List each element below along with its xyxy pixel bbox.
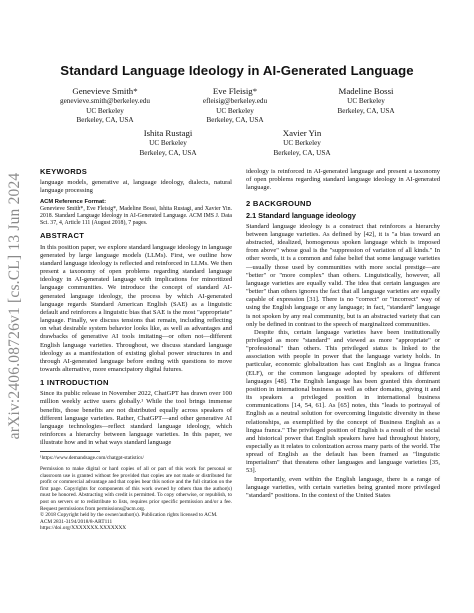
background-paragraph-2: Despite this, certain language varieties have been institutionally privileged as more "standard" and viewed as more "appropriate" or "professional" than others. This privileged status is linked to the association with people in power that the language variety holds. In particular, economic globalization has cast English as a lingua franca (ELF), or the common language adopted by speakers of different languages [48]. The English language has been granted this dominant position in international business as well as other domains, giving it and its speakers a privileged position in international business communications [14, 54, 61]. As [65] notes, this "leads to portrayal of English as a neutral solution for overcoming linguistic diversity in these relationships, as exemplified by the concept of Business English as a lingua franca." The privileged position of English is a result of the social and historical power that English speakers have had throughout history, especially as it relates to colonization across many parts of the world. The spread of English as the default has been framed as "linguistic imperialism" that threatens other languages and language varieties [35, 53]. — [246, 328, 440, 475]
author-location: Berkeley, CA, USA — [273, 148, 331, 157]
author-block — [175, 86, 295, 126]
intro-continued: ideology is reinforced in AI-generated language and present a taxonomy of open problems regarding standard language ideology in AI-generated language. — [246, 168, 440, 192]
permission-notice: Permission to make digital or hard copies of all or part of this work for personal or classroom use is granted without fee provided that copies are not made or distributed for profit or commercial advantage and that copies bear this notice and the full citation on the first page. Copyrights for components of this work owned by others than the author(s) must be honored. Abstracting with credit is permitted. To copy otherwise, or republish, to post on servers or to redistribute to lists, requires prior specific permission and/or a fee. Request permissions from permissions@acm.org. — [40, 465, 232, 512]
introduction-text: Since its public release in November 2022, ChatGPT has drawn over 100 million weekly active users globally.¹ While the tool brings immense benefits, those benefits are not distributed equally across speakers of different language varieties. Rather, ChatGPT—and other generative AI language technologies—reflect standard language ideology, which reinforces a hierarchy between language varieties. In this paper, we illustrate how and in what ways standard language — [40, 390, 232, 447]
acm-reference-heading: ACM Reference Format: — [40, 199, 107, 206]
author-name: Genevieve Smith* — [72, 86, 138, 96]
author-affiliation: UC Berkeley — [216, 106, 254, 115]
author-block — [108, 128, 228, 158]
footnote: ¹https://www.demandsage.com/chatgpt-statistics/ — [40, 455, 144, 462]
background-paragraph-1: Standard language ideology is a construct that reinforces a hierarchy between language varieties. As defined by [42], it is "a bias toward an abstracted, idealized, homogenous spoken language which is imposed from above" whose goal is the "suppression of variation of all kinds." In other words, it is a common and false belief that some language varieties—usually those used by communities with more social prestige—are "better" or "more complex" than others. Linguistically, however, all language varieties are equally valid. The idea that certain languages are "better" than others ignores the fact that all language varieties are equally capable of expression [31]. There is no "correct" or "incorrect" way of using the English language or any language; in fact, "standard" language is not spoken by any real community, but is an abstracted variety that can only be defined in contrast to the speech of marginalized communities. — [246, 222, 440, 328]
arxiv-stamp: arXiv:2406.08726v1 [cs.CL] 13 Jun 2024 — [6, 172, 23, 440]
author-name: Madeline Bossi — [338, 86, 394, 96]
author-name: Xavier Yin — [282, 128, 322, 138]
author-name: Ishita Rustagi — [143, 128, 193, 138]
author-location: Berkeley, CA, USA — [139, 148, 197, 157]
keywords-heading: KEYWORDS — [40, 167, 88, 176]
keywords-text: language models, generative ai, language ideology, dialects, natural language processing — [40, 179, 232, 195]
acm-reference-text: Genevieve Smith*, Eve Fleisig*, Madeline Bossi, Ishita Rustagi, and Xavier Yin. 2018. Standard Language Ideology in AI-Generated Language. ACM IMS J. Data Sci. 37, 4, Article 111 (August 2018), 7 pages. — [40, 206, 232, 227]
doi-link[interactable]: https://doi.org/XXXXXXX.XXXXXXX — [40, 525, 127, 532]
author-name: Eve Fleisig* — [212, 86, 258, 96]
author-block — [306, 86, 426, 116]
author-location: Berkeley, CA, USA — [206, 116, 264, 125]
copyright-line: © 2018 Copyright held by the owner/author(s). Publication rights licensed to ACM. — [40, 512, 218, 519]
author-affiliation: UC Berkeley — [86, 106, 124, 115]
background-paragraph-3: Importantly, even within the English language, there is a range of language varieties, with certain varieties being granted more privileged "standard" positions. In the context of the United States — [246, 475, 440, 499]
background-heading: 2 BACKGROUND — [246, 199, 312, 209]
author-location: Berkeley, CA, USA — [76, 116, 134, 125]
author-block — [242, 128, 362, 158]
footnote-rule — [40, 451, 100, 452]
acm-issn: ACM 2831-3194/2018/8-ART111 — [40, 518, 113, 525]
author-affiliation: UC Berkeley — [283, 139, 321, 147]
left-column — [40, 168, 232, 532]
right-column — [246, 168, 440, 500]
abstract-text: In this position paper, we explore standard language ideology in language generated by large language models (LLMs). First, we outline how standard language ideology is reflected and reinforced in LLMs. We then present a taxonomy of open problems regarding standard language ideology in AI-generated language with implications for minoritized language communities. We introduce the concept of standard AI-generated language ideology, the process by which AI-generated language regards Standard American English (SAE) as a linguistic default and reinforces a linguistic bias that SAE is the most "appropriate" language. Finally, we discuss tensions that remain, including reflecting on what desirable system behavior looks like, as well as advantages and drawbacks of generative AI tools imitating—or often not—different English language varieties. Throughout, we discuss standard language ideology as a manifestation of existing global power structures in and through AI-generated language before ending with questions to move towards alternative, more emancipatory digital futures. — [40, 243, 232, 373]
abstract-heading: ABSTRACT — [40, 231, 85, 241]
author-affiliation: UC Berkeley — [149, 139, 187, 147]
author-affiliation: UC Berkeley — [347, 97, 385, 105]
author-email: genevieve.smith@berkeley.edu — [60, 97, 150, 105]
introduction-heading: 1 INTRODUCTION — [40, 378, 109, 388]
paper-title: Standard Language Ideology in AI-Generated Language — [60, 63, 414, 78]
author-location: Berkeley, CA, USA — [337, 106, 395, 115]
author-block — [45, 86, 165, 126]
author-email: efleisig@berkeley.edu — [202, 97, 268, 105]
subsection-heading: 2.1 Standard language ideology — [246, 210, 356, 220]
